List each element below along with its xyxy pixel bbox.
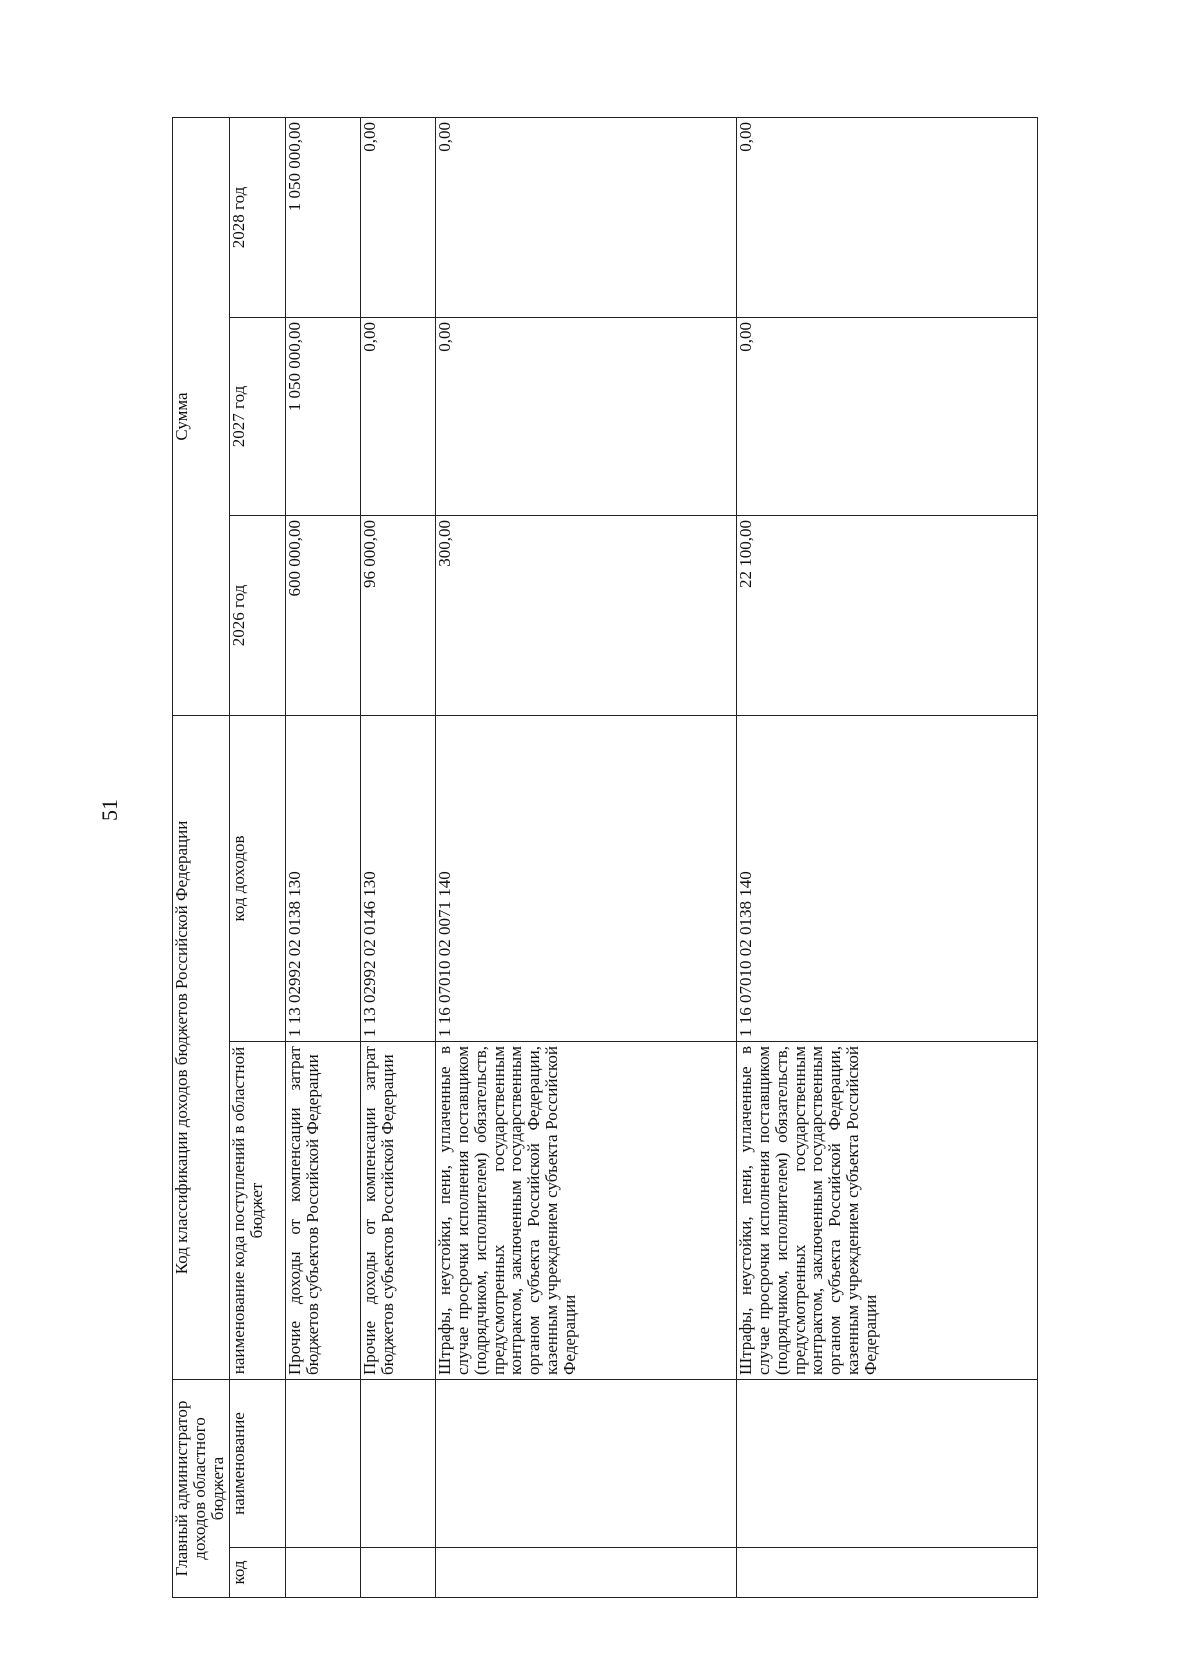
header-classification-group: Код классификации доходов бюджетов Российской Федерации (173, 715, 230, 1379)
header-row-1 (173, 117, 230, 1597)
table-row (361, 117, 436, 1597)
table-row (737, 117, 1038, 1597)
table-rotator (172, 118, 1017, 1598)
sum-2028-cell: 1 050 000,00 (286, 117, 361, 317)
admin-name-cell (737, 1380, 1038, 1548)
header-year-2027: 2027 год (230, 317, 286, 515)
header-admin-code: код (230, 1548, 286, 1598)
income-code-cell: 1 16 07010 02 0138 140 (737, 715, 1038, 1041)
sum-2027-cell: 0,00 (737, 317, 1038, 515)
admin-name-cell (436, 1380, 737, 1548)
income-name-cell: Прочие доходы от компенсации затрат бюджетов субъектов Российской Федерации (361, 1042, 436, 1380)
income-code-cell: 1 16 07010 02 0071 140 (436, 715, 737, 1041)
sum-2027-cell: 1 050 000,00 (286, 317, 361, 515)
table-frame (172, 118, 1017, 1598)
income-name-cell: Штрафы, неустойки, пени, уплаченные в случае просрочки исполнения поставщиком (подрядчиком, исполнителем) обязательств, предусмотренных государственным контрактом, заключенным государственным органом субъекта Российской Федерации, казенным учреждением субъекта Российской Федерации (737, 1042, 1038, 1380)
income-code-cell: 1 13 02992 02 0138 130 (286, 715, 361, 1041)
sum-2028-cell: 0,00 (737, 117, 1038, 317)
income-name-cell: Прочие доходы от компенсации затрат бюджетов субъектов Российской Федерации (286, 1042, 361, 1380)
header-income-name: наименование кода поступлений в областной бюджет (230, 1042, 286, 1380)
sum-2027-cell: 0,00 (361, 317, 436, 515)
header-year-2026: 2026 год (230, 515, 286, 715)
header-year-2028: 2028 год (230, 117, 286, 317)
table-row (286, 117, 361, 1597)
page-number: 51 (97, 799, 122, 821)
sum-2026-cell: 600 000,00 (286, 515, 361, 715)
admin-code-cell (737, 1548, 1038, 1598)
sum-2027-cell: 0,00 (436, 317, 737, 515)
header-sum-group: Сумма (173, 117, 230, 715)
revenue-table (172, 117, 1038, 1598)
admin-code-cell (361, 1548, 436, 1598)
sum-2028-cell: 0,00 (436, 117, 737, 317)
header-income-code: код доходов (230, 715, 286, 1041)
header-admin-group: Главный администратор доходов областного бюджета (173, 1380, 230, 1598)
sum-2026-cell: 22 100,00 (737, 515, 1038, 715)
sum-2026-cell: 300,00 (436, 515, 737, 715)
header-row-2 (230, 117, 286, 1597)
admin-name-cell (361, 1380, 436, 1548)
income-code-cell: 1 13 02992 02 0146 130 (361, 715, 436, 1041)
admin-name-cell (286, 1380, 361, 1548)
income-name-cell: Штрафы, неустойки, пени, уплаченные в случае просрочки исполнения поставщиком (подрядчиком, исполнителем) обязательств, предусмотренных государственным контрактом, заключенным государственным органом субъекта Российской Федерации, казенным учреждением субъекта Российской Федерации (436, 1042, 737, 1380)
header-admin-name: наименование (230, 1380, 286, 1548)
sum-2026-cell: 96 000,00 (361, 515, 436, 715)
sum-2028-cell: 0,00 (361, 117, 436, 317)
table-row (436, 117, 737, 1597)
admin-code-cell (286, 1548, 361, 1598)
admin-code-cell (436, 1548, 737, 1598)
